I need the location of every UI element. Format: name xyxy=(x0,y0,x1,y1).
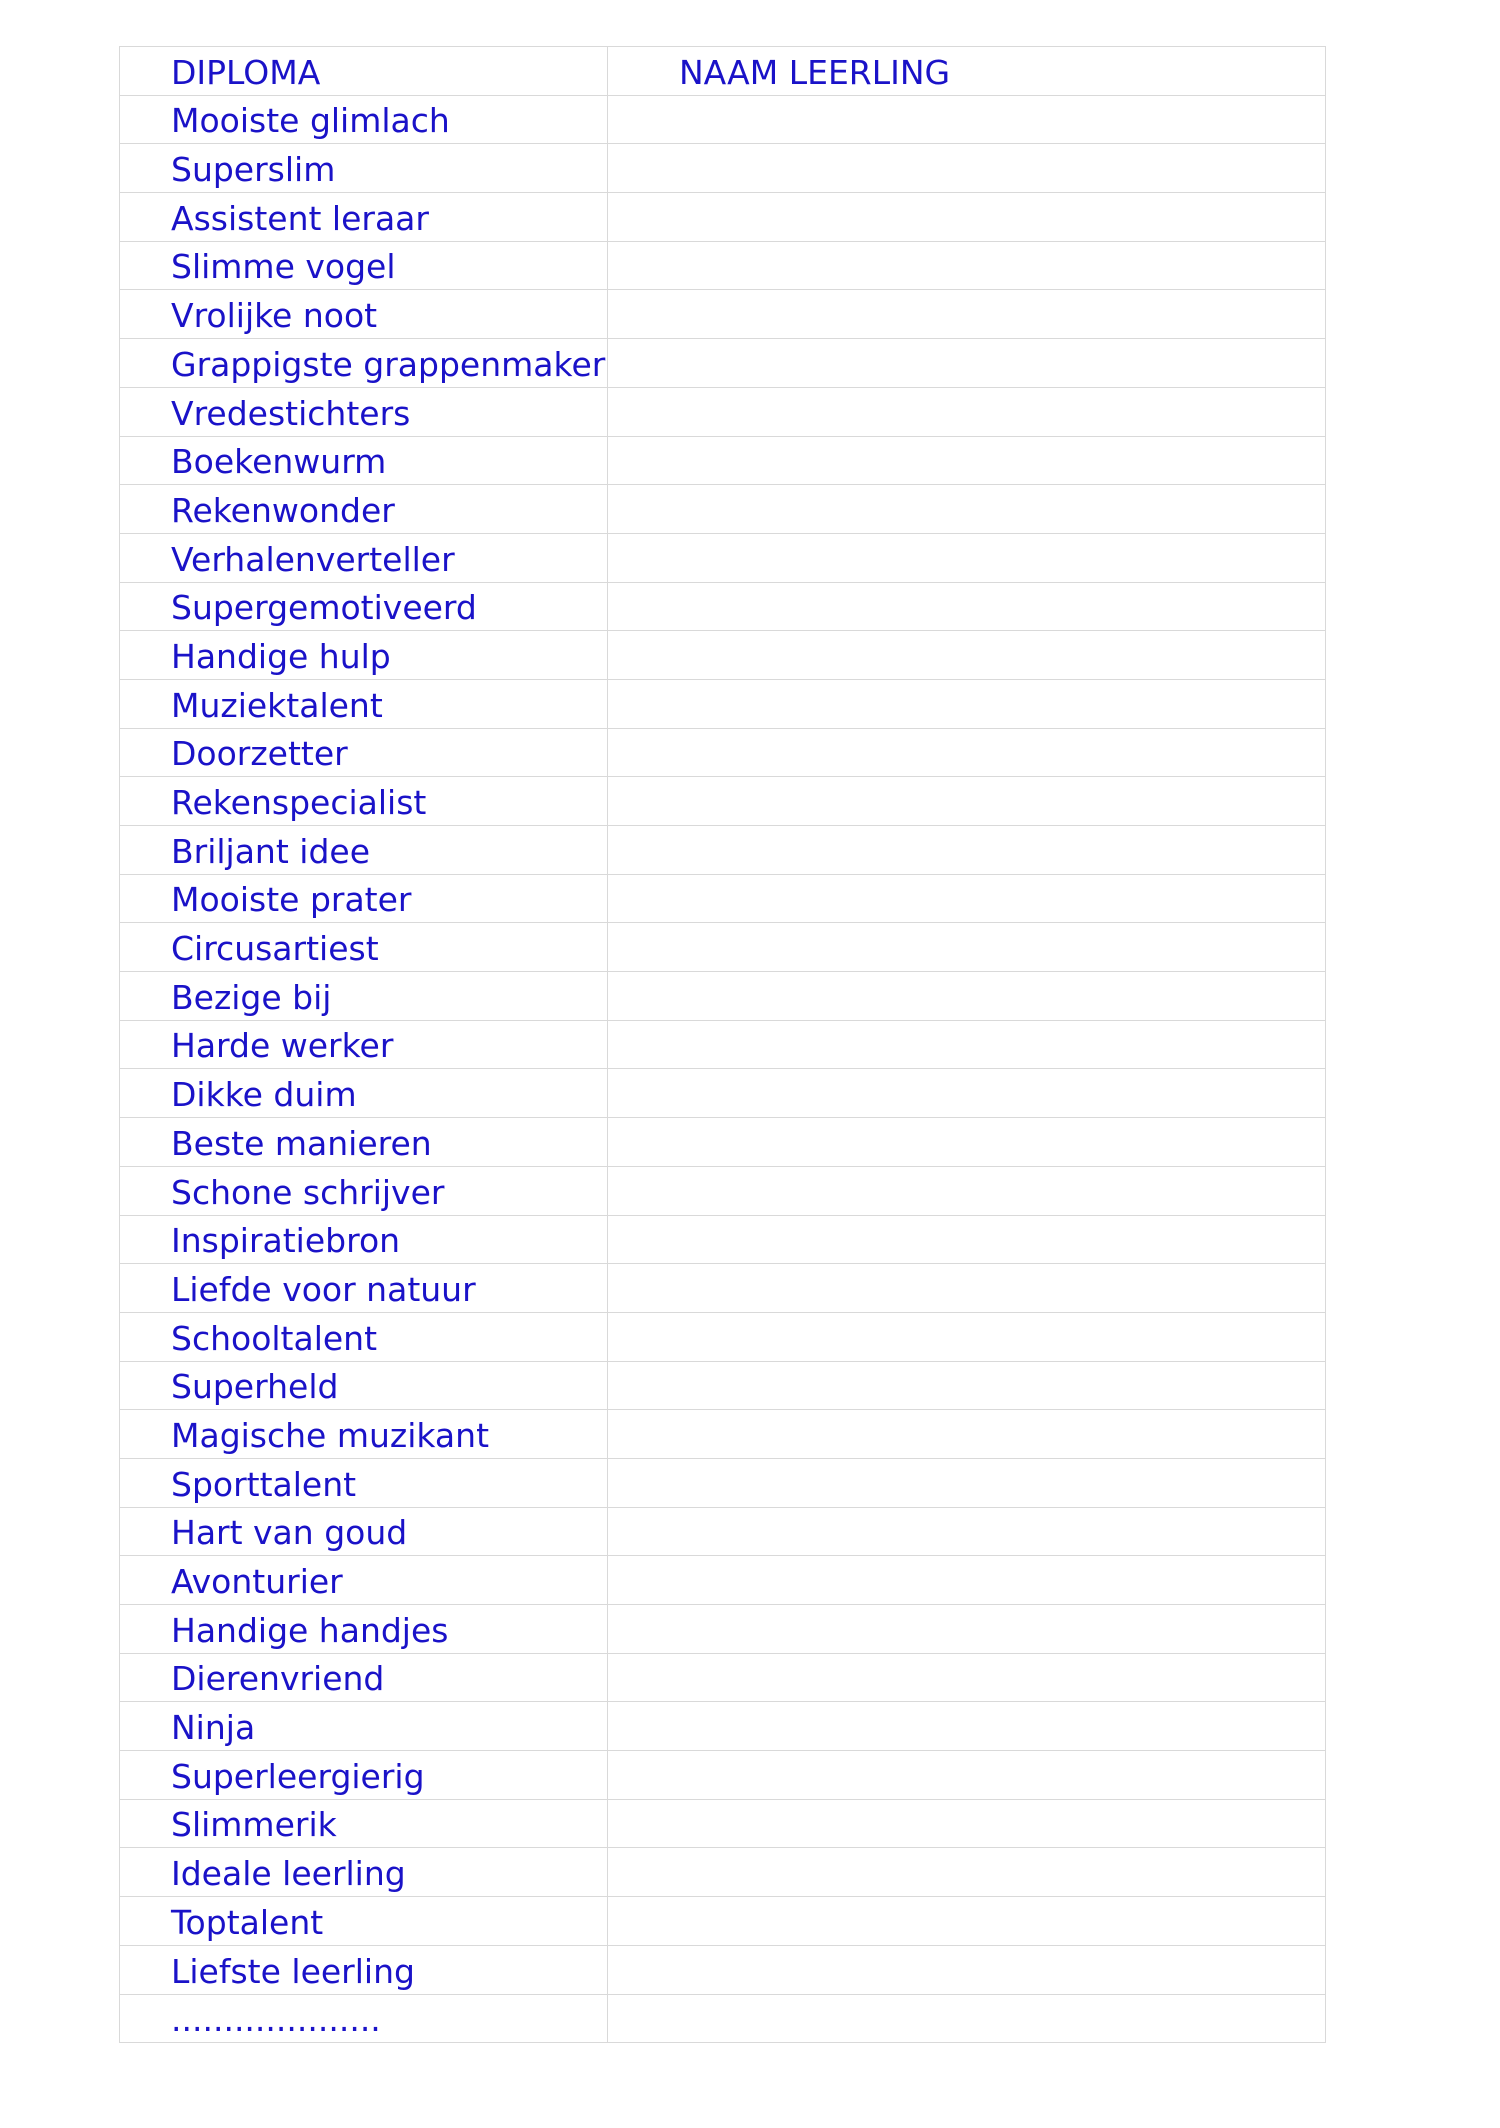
diploma-label: Avonturier xyxy=(171,1562,343,1601)
diploma-label: Dikke duim xyxy=(171,1075,357,1115)
table-row xyxy=(120,339,1326,388)
table-row xyxy=(120,1507,1326,1556)
table-row xyxy=(120,1799,1326,1848)
diploma-label: Mooiste glimlach xyxy=(171,101,450,141)
student-name-cell[interactable] xyxy=(608,95,1326,144)
table-row xyxy=(120,923,1326,972)
student-name-cell[interactable] xyxy=(608,923,1326,972)
table-row xyxy=(120,1458,1326,1507)
diploma-label: Rekenspecialist xyxy=(171,783,427,822)
student-name-cell[interactable] xyxy=(608,241,1326,290)
diploma-label: Magische muzikant xyxy=(171,1415,490,1455)
header-diploma-label: DIPLOMA xyxy=(171,52,321,92)
diploma-label: Briljant idee xyxy=(171,831,370,871)
diploma-cell[interactable] xyxy=(120,1994,608,2043)
table-row xyxy=(120,679,1326,728)
student-name-cell[interactable] xyxy=(608,1458,1326,1507)
diploma-cell[interactable] xyxy=(120,533,608,582)
diploma-label: Muziektalent xyxy=(171,685,383,725)
table-row xyxy=(120,1118,1326,1167)
table-row xyxy=(120,1312,1326,1361)
diploma-cell[interactable] xyxy=(120,1020,608,1069)
table-row xyxy=(120,1994,1326,2043)
student-name-cell[interactable] xyxy=(608,1751,1326,1800)
diploma-label: Doorzetter xyxy=(171,734,348,774)
diploma-label: Inspiratiebron xyxy=(171,1221,401,1261)
student-name-cell[interactable] xyxy=(608,1897,1326,1946)
table-row xyxy=(120,387,1326,436)
table-row xyxy=(120,290,1326,339)
table-row xyxy=(120,1653,1326,1702)
student-name-cell[interactable] xyxy=(608,1312,1326,1361)
table-row xyxy=(120,1897,1326,1946)
diploma-cell[interactable] xyxy=(120,1215,608,1264)
student-name-cell[interactable] xyxy=(608,1361,1326,1410)
header-row xyxy=(120,47,1326,96)
diploma-cell[interactable] xyxy=(120,1118,608,1167)
diploma-label: Verhalenverteller xyxy=(171,539,455,579)
diploma-cell[interactable] xyxy=(120,95,608,144)
student-name-cell[interactable] xyxy=(608,1653,1326,1702)
diploma-cell[interactable] xyxy=(120,777,608,826)
diploma-cell[interactable] xyxy=(120,1605,608,1654)
diploma-label: Boekenwurm xyxy=(171,442,387,482)
table-row xyxy=(120,1410,1326,1459)
table-row xyxy=(120,1751,1326,1800)
table-row xyxy=(120,728,1326,777)
student-name-cell[interactable] xyxy=(608,339,1326,388)
table-row xyxy=(120,631,1326,680)
table-row xyxy=(120,1069,1326,1118)
diploma-cell[interactable] xyxy=(120,1410,608,1459)
student-name-cell[interactable] xyxy=(608,290,1326,339)
table-row xyxy=(120,1020,1326,1069)
diploma-label: Sporttalent xyxy=(171,1464,357,1504)
diploma-label: Rekenwonder xyxy=(171,490,395,530)
diploma-label: Vredestichters xyxy=(171,393,411,433)
student-name-cell[interactable] xyxy=(608,1605,1326,1654)
student-name-cell[interactable] xyxy=(608,728,1326,777)
diploma-label: Superleergierig xyxy=(171,1756,425,1796)
student-name-cell[interactable] xyxy=(608,436,1326,485)
header-diploma-cell[interactable] xyxy=(120,47,608,96)
diploma-cell[interactable] xyxy=(120,1312,608,1361)
table-row xyxy=(120,1702,1326,1751)
diploma-cell[interactable] xyxy=(120,1751,608,1800)
table-row xyxy=(120,241,1326,290)
diploma-cell[interactable] xyxy=(120,728,608,777)
student-name-cell[interactable] xyxy=(608,1799,1326,1848)
diploma-cell[interactable] xyxy=(120,1799,608,1848)
diploma-label: Beste manieren xyxy=(171,1123,432,1163)
student-name-cell[interactable] xyxy=(608,193,1326,242)
diploma-label: Ninja xyxy=(171,1708,256,1748)
diploma-cell[interactable] xyxy=(120,1069,608,1118)
student-name-cell[interactable] xyxy=(608,144,1326,193)
diploma-label: Schooltalent xyxy=(171,1318,378,1358)
diploma-label: Schone schrijver xyxy=(171,1172,445,1212)
diploma-cell[interactable] xyxy=(120,1458,608,1507)
student-name-cell[interactable] xyxy=(608,1848,1326,1897)
diploma-cell[interactable] xyxy=(120,1945,608,1994)
table-row xyxy=(120,1945,1326,1994)
diploma-label: Toptalent xyxy=(171,1902,324,1942)
table-row xyxy=(120,193,1326,242)
diploma-cell[interactable] xyxy=(120,387,608,436)
diploma-cell[interactable] xyxy=(120,923,608,972)
student-name-cell[interactable] xyxy=(608,1994,1326,2043)
diploma-cell[interactable] xyxy=(120,582,608,631)
diploma-cell[interactable] xyxy=(120,241,608,290)
student-name-cell[interactable] xyxy=(608,826,1326,875)
diploma-label: Ideale leerling xyxy=(171,1854,406,1894)
student-name-cell[interactable] xyxy=(608,1020,1326,1069)
diploma-cell[interactable] xyxy=(120,290,608,339)
table-row xyxy=(120,777,1326,826)
student-name-cell[interactable] xyxy=(608,1702,1326,1751)
table-row xyxy=(120,582,1326,631)
diploma-cell[interactable] xyxy=(120,1897,608,1946)
student-name-cell[interactable] xyxy=(608,582,1326,631)
table-row xyxy=(120,436,1326,485)
diploma-cell[interactable] xyxy=(120,144,608,193)
student-name-cell[interactable] xyxy=(608,387,1326,436)
table-row xyxy=(120,1605,1326,1654)
diploma-label: Dierenvriend xyxy=(171,1659,385,1699)
student-name-cell[interactable] xyxy=(608,972,1326,1021)
table-row xyxy=(120,826,1326,875)
diploma-cell[interactable] xyxy=(120,679,608,728)
diploma-table xyxy=(119,46,1326,2043)
diploma-cell[interactable] xyxy=(120,193,608,242)
diploma-cell[interactable] xyxy=(120,631,608,680)
diploma-cell[interactable] xyxy=(120,339,608,388)
diploma-cell[interactable] xyxy=(120,1264,608,1313)
diploma-label: Harde werker xyxy=(171,1026,394,1066)
diploma-label: Mooiste prater xyxy=(171,880,412,920)
diploma-label: Slimme vogel xyxy=(171,247,396,287)
diploma-label: Slimmerik xyxy=(171,1805,337,1845)
diploma-cell[interactable] xyxy=(120,1507,608,1556)
student-name-cell[interactable] xyxy=(608,1556,1326,1605)
student-name-cell[interactable] xyxy=(608,1166,1326,1215)
diploma-label: .................... xyxy=(171,2000,381,2040)
diploma-label: Liefde voor natuur xyxy=(171,1269,476,1309)
diploma-cell[interactable] xyxy=(120,485,608,534)
diploma-label: Superslim xyxy=(171,150,336,190)
header-student-name-label: NAAM LEERLING xyxy=(679,52,951,92)
diploma-cell[interactable] xyxy=(120,436,608,485)
table-row xyxy=(120,1264,1326,1313)
diploma-label: Supergemotiveerd xyxy=(171,588,477,628)
diploma-cell[interactable] xyxy=(120,1361,608,1410)
diploma-label: Hart van goud xyxy=(171,1513,408,1553)
diploma-cell[interactable] xyxy=(120,1556,608,1605)
diploma-label: Superheld xyxy=(171,1367,339,1407)
table-row xyxy=(120,1556,1326,1605)
diploma-label: Vrolijke noot xyxy=(171,296,378,336)
diploma-label: Bezige bij xyxy=(171,977,332,1017)
diploma-cell[interactable] xyxy=(120,1653,608,1702)
student-name-cell[interactable] xyxy=(608,1410,1326,1459)
student-name-cell[interactable] xyxy=(608,679,1326,728)
diploma-label: Handige hulp xyxy=(171,636,391,676)
student-name-cell[interactable] xyxy=(608,1069,1326,1118)
diploma-label: Liefste leerling xyxy=(171,1951,415,1991)
diploma-label: Circusartiest xyxy=(171,929,379,969)
diploma-label: Assistent leraar xyxy=(171,198,429,238)
table-row xyxy=(120,1215,1326,1264)
table-row xyxy=(120,533,1326,582)
diploma-cell[interactable] xyxy=(120,1848,608,1897)
student-name-cell[interactable] xyxy=(608,777,1326,826)
diploma-cell[interactable] xyxy=(120,1702,608,1751)
student-name-cell[interactable] xyxy=(608,1118,1326,1167)
diploma-cell[interactable] xyxy=(120,1166,608,1215)
table-row xyxy=(120,972,1326,1021)
diploma-cell[interactable] xyxy=(120,826,608,875)
table-row xyxy=(120,1361,1326,1410)
table-row xyxy=(120,1848,1326,1897)
diploma-cell[interactable] xyxy=(120,972,608,1021)
table-row xyxy=(120,95,1326,144)
diploma-cell[interactable] xyxy=(120,874,608,923)
table-row xyxy=(120,1166,1326,1215)
student-name-cell[interactable] xyxy=(608,1215,1326,1264)
student-name-cell[interactable] xyxy=(608,631,1326,680)
header-student-name-cell[interactable] xyxy=(608,47,1326,96)
student-name-cell[interactable] xyxy=(608,874,1326,923)
student-name-cell[interactable] xyxy=(608,485,1326,534)
table-row xyxy=(120,485,1326,534)
student-name-cell[interactable] xyxy=(608,533,1326,582)
diploma-label: Handige handjes xyxy=(171,1610,449,1650)
table-row xyxy=(120,874,1326,923)
student-name-cell[interactable] xyxy=(608,1507,1326,1556)
student-name-cell[interactable] xyxy=(608,1945,1326,1994)
table-row xyxy=(120,144,1326,193)
diploma-label: Grappigste grappenmaker xyxy=(171,344,606,384)
student-name-cell[interactable] xyxy=(608,1264,1326,1313)
